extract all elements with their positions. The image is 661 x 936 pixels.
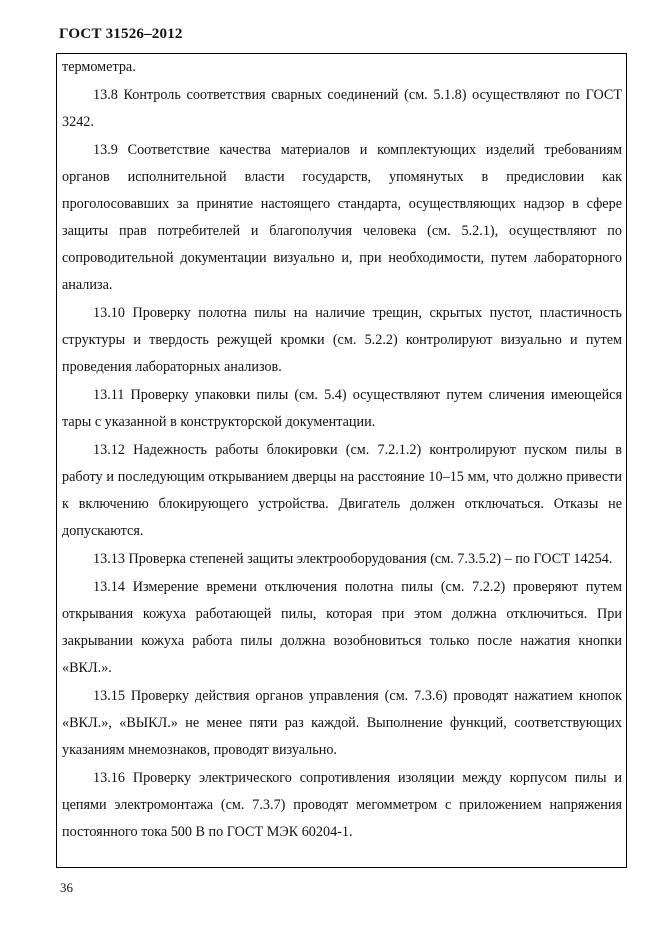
- paragraph-continuation: термометра.: [62, 59, 136, 75]
- paragraph-13-12: 13.12 Надежность работы блокировки (см. 7.2.1.2) контролируют пуском пилы в работу и последующим открыванием дверцы на расстояние 10–15 мм, что должно привести к включению блокирующего устройства. Двигатель должен отключаться. Отказы не допускаются.: [62, 442, 622, 539]
- document-header: ГОСТ 31526–2012: [59, 26, 183, 42]
- paragraph-13-10: 13.10 Проверку полотна пилы на наличие трещин, скрытых пустот, пластичность структуры и твердость режущей кромки (см. 5.2.2) контролируют визуально и путем проведения лабораторных анализов.: [62, 305, 622, 375]
- document-body: [62, 54, 622, 846]
- paragraph-13-14: 13.14 Измерение времени отключения полотна пилы (см. 7.2.2) проверяют путем открывания кожуха работающей пилы, которая при этом должна отключиться. При закрывании кожуха работа пилы должна возобновиться только после нажатия кнопки «ВКЛ.».: [62, 579, 622, 676]
- paragraph-13-13: 13.13 Проверка степеней защиты электрооборудования (см. 7.3.5.2) – по ГОСТ 14254.: [93, 551, 613, 567]
- paragraph-13-9: 13.9 Соответствие качества материалов и комплектующих изделий требованиям органов исполнительной власти государств, упомянутых в предисловии как проголосовавших за принятие настоящего стандарта, осуществляющих надзор в сфере защиты прав потребителей и благополучия человека (см. 5.2.1), осуществляют по сопроводительной документации визуально и, при необходимости, путем лабораторного анализа.: [62, 142, 622, 293]
- paragraph-13-11: 13.11 Проверку упаковки пилы (см. 5.4) осуществляют путем сличения имеющейся тары с указанной в конструкторской документации.: [62, 387, 622, 430]
- paragraph-13-8: 13.8 Контроль соответствия сварных соединений (см. 5.1.8) осуществляют по ГОСТ 3242.: [62, 87, 622, 130]
- paragraph-13-15: 13.15 Проверку действия органов управления (см. 7.3.6) проводят нажатием кнопок «ВКЛ.», «ВЫКЛ.» не менее пяти раз каждой. Выполнение функций, соответствующих указаниям мнемознаков, проводят визуально.: [62, 688, 622, 758]
- page-number: 36: [60, 880, 73, 895]
- paragraph-13-16: 13.16 Проверку электрического сопротивления изоляции между корпусом пилы и цепями электромонтажа (см. 7.3.7) проводят мегомметром с приложением напряжения постоянного тока 500 В по ГОСТ МЭК 60204-1.: [62, 770, 622, 840]
